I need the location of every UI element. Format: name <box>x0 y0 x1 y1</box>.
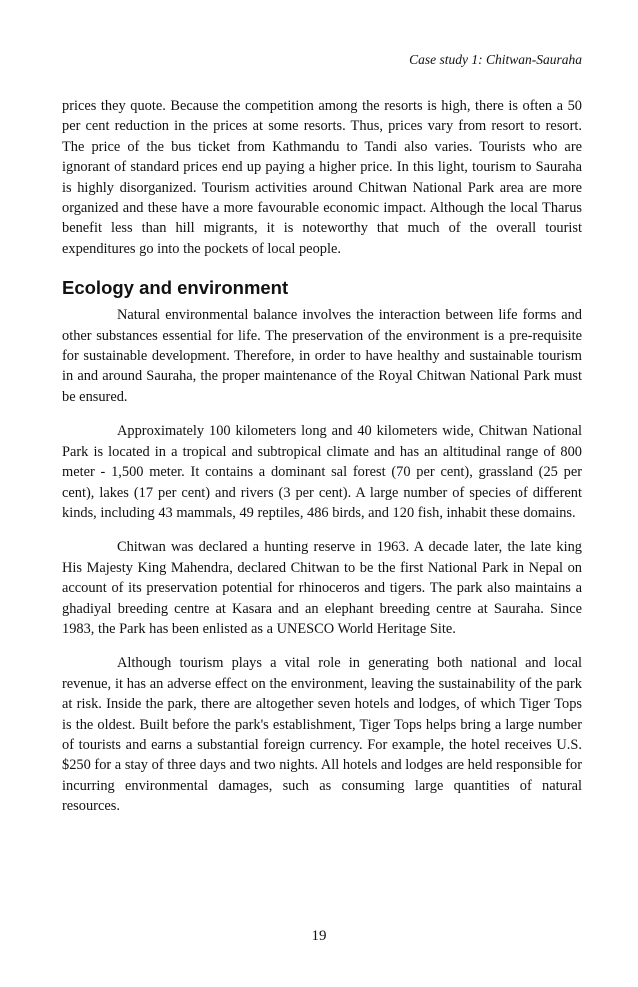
body-paragraph: Chitwan was declared a hunting reserve in 1963. A decade later, the late king His Majesty King Mahendra, declared Chitwan to be the first National Park in Nepal on account of its preservation potential for rhinoceros and tigers. The park also maintains a ghadiyal breeding centre at Kasara and an elephant breeding centre at Sauraha. Since 1983, the Park has been enlisted as a UNESCO World Heritage Site. <box>62 539 582 637</box>
page-body <box>62 96 582 817</box>
body-paragraph: Approximately 100 kilometers long and 40 kilometers wide, Chitwan National Park is located in a tropical and subtropical climate and has an altitudinal range of 800 meter - 1,500 meter. It contains a dominant sal forest (70 per cent), grassland (25 per cent), lakes (17 per cent) and rivers (3 per cent). A large number of species of different kinds, including 43 mammals, 49 reptiles, 486 birds, and 120 fish, inhabit these domains. <box>62 423 582 521</box>
running-header: Case study 1: Chitwan-Sauraha <box>409 52 582 67</box>
page-number: 19 <box>311 928 327 944</box>
section-heading: Ecology and environment <box>62 277 289 299</box>
body-paragraph: Although tourism plays a vital role in generating both national and local revenue, it has an adverse effect on the environment, leaving the sustainability of the park at risk. Inside the park, there are altogether seven hotels and lodges, of which Tiger Tops is the oldest. Built before the park's establishment, Tiger Tops helps bring a large number of tourists and earns a substantial foreign currency. For example, the hotel receives U.S. $250 for a stay of three days and two nights. All hotels and lodges are held responsible for incurring environmental damages, such as consuming large quantities of natural resources. <box>62 655 582 815</box>
body-paragraph: Natural environmental balance involves the interaction between life forms and other substances essential for life. The preservation of the environment is a pre-requisite for sustainable development. Therefore, in order to have healthy and sustainable tourism in and around Sauraha, the proper maintenance of the Royal Chitwan National Park must be ensured. <box>62 307 582 405</box>
body-paragraph: prices they quote. Because the competition among the resorts is high, there is often a 50 per cent reduction in the prices at some resorts. Thus, prices vary from resort to resort. The price of the bus ticket from Kathmandu to Tandi also varies. Tourists who are ignorant of standard prices end up paying a higher price. In this light, tourism to Sauraha is highly disorganized. Tourism activities around Chitwan National Park area are more organized and these have a more favourable economic impact. Although the local Tharus benefit less than hill migrants, it is noteworthy that much of the overall tourist expenditures go into the pockets of local people. <box>62 98 582 257</box>
